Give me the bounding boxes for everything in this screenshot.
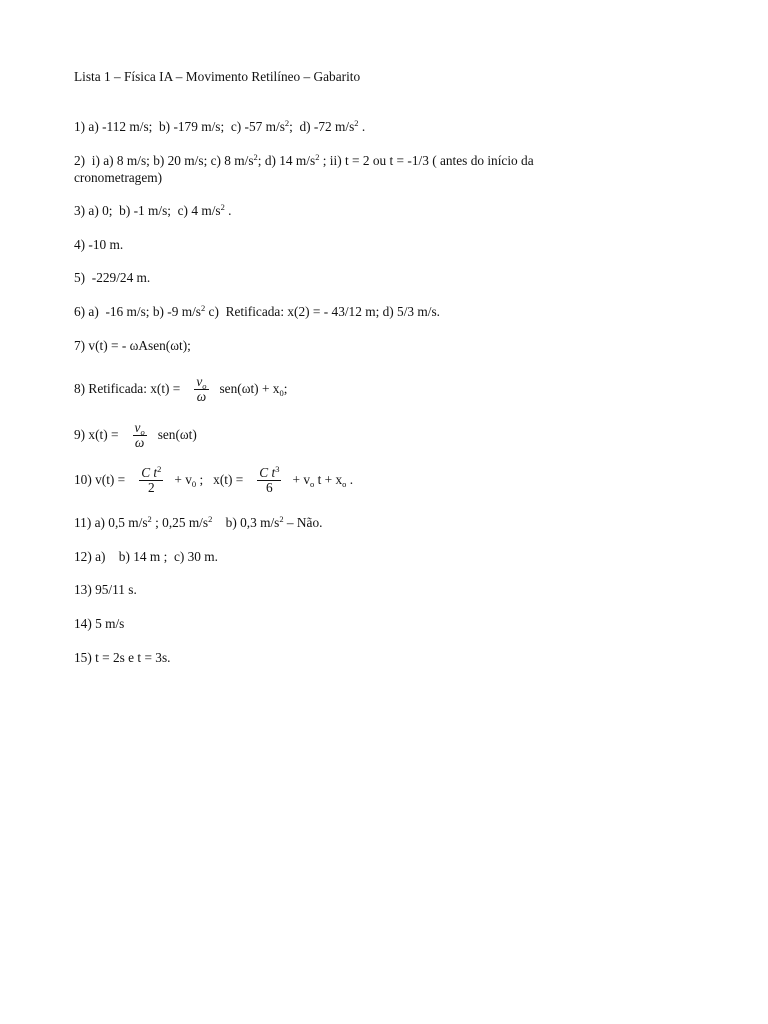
fraction-vo-over-omega	[133, 421, 147, 450]
answer-8	[74, 373, 287, 405]
answer-15: 15) t = 2s e t = 3s.	[74, 650, 171, 665]
answer-10-text: .	[346, 472, 354, 487]
answer-2	[74, 153, 534, 169]
numerator-text: C t	[141, 464, 158, 480]
exponent: 3	[275, 463, 280, 474]
exponent: 2	[147, 514, 152, 524]
answer-11	[74, 515, 322, 531]
velocity-symbol: v	[134, 419, 141, 435]
fraction-denominator: ω	[134, 434, 145, 450]
answer-2-continuation: cronometragem)	[74, 170, 163, 185]
fraction-numerator	[133, 421, 147, 436]
velocity-symbol: v	[196, 373, 203, 389]
answer-10-text: t + x	[314, 472, 343, 487]
answer-2-text: ; ii) t = 2 ou t = -1/3 ( antes do início da	[319, 153, 534, 168]
answer-10-text: + v	[174, 472, 192, 487]
exponent: 2	[354, 118, 359, 128]
fraction-denominator: ω	[196, 388, 207, 404]
exponent: 2	[208, 514, 213, 524]
exponent: 2	[220, 202, 225, 212]
answer-11-text: b) 0,3 m/s	[212, 515, 280, 530]
answer-9	[74, 419, 197, 451]
fraction-denominator: 2	[147, 479, 155, 495]
answer-8-text: sen(ωt) + x	[219, 381, 280, 396]
answer-14: 14) 5 m/s	[74, 616, 125, 631]
answer-8-text: ;	[283, 381, 288, 396]
exponent: 2	[253, 152, 258, 162]
subscript: o	[342, 479, 347, 489]
answer-5: 5) -229/24 m.	[74, 270, 151, 285]
fraction-numerator	[257, 463, 281, 481]
answer-6-text: 6) a) -16 m/s; b) -9 m/s	[74, 304, 201, 319]
answer-2-text: 2) i) a) 8 m/s; b) 20 m/s; c) 8 m/s	[74, 153, 254, 168]
answer-8-tail	[220, 381, 288, 397]
answer-2-text: ; d) 14 m/s	[257, 153, 316, 168]
answer-10-text: ; x(t) =	[196, 472, 244, 487]
subscript: o	[309, 479, 315, 489]
answer-9-text: 9) x(t) =	[74, 427, 119, 442]
subscript: 0	[279, 388, 284, 398]
numerator-text: C t	[259, 464, 276, 480]
fraction-ct2-over-2	[139, 463, 163, 495]
answer-1-text: .	[358, 119, 366, 134]
subscript: 0	[191, 479, 197, 489]
fraction-numerator	[139, 463, 163, 481]
answer-3-text: 3) a) 0; b) -1 m/s; c) 4 m/s	[74, 203, 221, 218]
answer-6	[74, 304, 440, 320]
answer-10	[74, 464, 353, 496]
fraction-ct3-over-6	[257, 463, 281, 495]
subscript: o	[140, 426, 145, 437]
answer-4: 4) -10 m.	[74, 237, 124, 252]
subscript: o	[202, 380, 207, 391]
exponent: 2	[157, 463, 162, 474]
document-title: Lista 1 – Física IA – Movimento Retilíneo – Gabarito	[74, 69, 361, 84]
answer-11-text: 11) a) 0,5 m/s	[74, 515, 148, 530]
answer-3	[74, 203, 232, 219]
answer-10-tail	[292, 472, 353, 488]
answer-1-text: 1) a) -112 m/s; b) -179 m/s; c) -57 m/s	[74, 119, 285, 134]
answer-12: 12) a) b) 14 m ; c) 30 m.	[74, 549, 218, 564]
answer-11-text: ; 0,25 m/s	[151, 515, 209, 530]
answer-7: 7) v(t) = - ωAsen(ωt);	[74, 338, 191, 353]
answer-11-text: – Não.	[283, 515, 323, 530]
exponent: 2	[279, 514, 284, 524]
answer-1-text: ; d) -72 m/s	[289, 119, 355, 134]
exponent: 2	[200, 303, 206, 313]
fraction-denominator: 6	[266, 479, 273, 495]
answer-10-text: + v	[292, 472, 310, 487]
answer-13: 13) 95/11 s.	[74, 582, 137, 597]
answer-1	[74, 119, 365, 135]
exponent: 2	[284, 118, 290, 128]
answer-10-middle	[174, 472, 243, 488]
answer-8-text: 8) Retificada: x(t) =	[74, 381, 181, 396]
exponent: 2	[315, 152, 320, 162]
answer-10-text: 10) v(t) =	[74, 472, 126, 487]
fraction-numerator	[194, 375, 208, 390]
answer-9-text: sen(ωt)	[157, 427, 197, 442]
answer-6-text: c) Retificada: x(2) = - 43/12 m; d) 5/3 m/s.	[205, 304, 441, 319]
answer-3-text: .	[224, 203, 232, 218]
fraction-vo-over-omega	[194, 375, 208, 404]
